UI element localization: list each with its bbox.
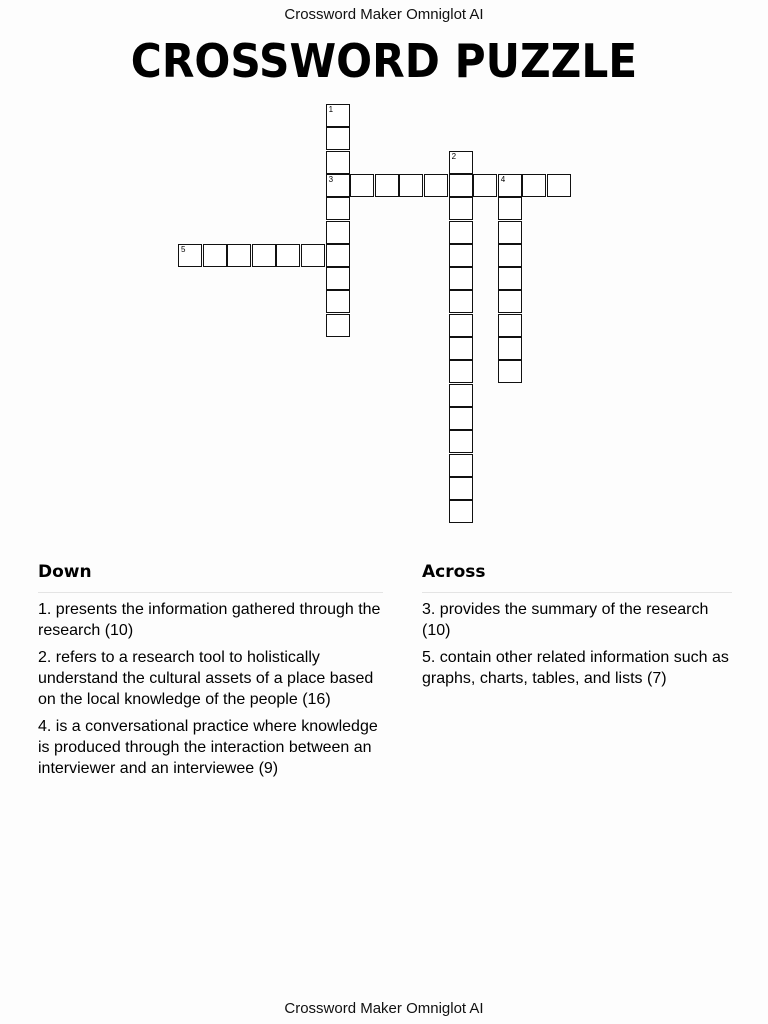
grid-cell[interactable] xyxy=(498,174,522,197)
grid-cell[interactable] xyxy=(203,244,227,267)
down-heading: Down xyxy=(38,562,92,582)
page-title: CROSSWORD PUZZLE xyxy=(130,34,638,88)
divider xyxy=(422,592,732,593)
across-clue-5: 5. contain other related information such as graphs, charts, tables, and lists (7) xyxy=(422,649,729,687)
grid-cell[interactable] xyxy=(326,197,350,220)
grid-cell[interactable] xyxy=(326,314,350,337)
brand-footer: Crossword Maker Omniglot AI xyxy=(284,1000,484,1017)
grid-cell[interactable] xyxy=(326,151,350,174)
grid-cell[interactable] xyxy=(449,197,473,220)
grid-cell[interactable] xyxy=(498,314,522,337)
grid-cell[interactable] xyxy=(178,244,202,267)
across-clues-column xyxy=(422,562,732,695)
grid-cell[interactable] xyxy=(449,314,473,337)
grid-cell[interactable] xyxy=(399,174,423,197)
across-heading: Across xyxy=(422,562,486,582)
grid-cell[interactable] xyxy=(449,407,473,430)
grid-cell[interactable] xyxy=(449,384,473,407)
grid-cell[interactable] xyxy=(326,104,350,127)
grid-cell[interactable] xyxy=(276,244,300,267)
grid-cell[interactable] xyxy=(498,337,522,360)
grid-cell[interactable] xyxy=(498,267,522,290)
grid-cell[interactable] xyxy=(449,267,473,290)
grid-cell[interactable] xyxy=(350,174,374,197)
grid-cell[interactable] xyxy=(326,267,350,290)
grid-cell[interactable] xyxy=(326,174,350,197)
grid-cell[interactable] xyxy=(498,221,522,244)
grid-cell[interactable] xyxy=(498,290,522,313)
grid-cell[interactable] xyxy=(326,244,350,267)
grid-cell[interactable] xyxy=(424,174,448,197)
grid-cell[interactable] xyxy=(449,244,473,267)
grid-cell[interactable] xyxy=(498,360,522,383)
grid-cell[interactable] xyxy=(301,244,325,267)
clue-number: 1 xyxy=(328,105,334,114)
grid-cell[interactable] xyxy=(473,174,497,197)
grid-cell[interactable] xyxy=(375,174,399,197)
grid-cell[interactable] xyxy=(498,244,522,267)
down-clue-1: 1. presents the information gathered through the research (10) xyxy=(38,601,381,639)
grid-cell[interactable] xyxy=(449,337,473,360)
down-clues-column xyxy=(38,562,383,785)
grid-cell[interactable] xyxy=(449,500,473,523)
grid-cell[interactable] xyxy=(449,477,473,500)
clue-number: 2 xyxy=(451,151,457,161)
grid-cell[interactable] xyxy=(449,221,473,244)
grid-cell[interactable] xyxy=(326,221,350,244)
brand-header: Crossword Maker Omniglot AI xyxy=(284,6,484,23)
grid-cell[interactable] xyxy=(252,244,276,267)
grid-cell[interactable] xyxy=(326,290,350,313)
clue-number: 3 xyxy=(328,174,334,184)
clue-number: 4 xyxy=(500,174,506,184)
grid-cell[interactable] xyxy=(449,430,473,453)
grid-cell[interactable] xyxy=(449,174,473,197)
grid-cell[interactable] xyxy=(326,127,350,150)
clue-number: 5 xyxy=(181,244,186,254)
grid-cell[interactable] xyxy=(547,174,571,197)
divider xyxy=(38,592,383,593)
grid-cell[interactable] xyxy=(449,151,473,174)
grid-cell[interactable] xyxy=(522,174,546,197)
grid-cell[interactable] xyxy=(449,290,473,313)
grid-cell[interactable] xyxy=(227,244,251,267)
grid-cell[interactable] xyxy=(449,454,473,477)
across-clue-3: 3. provides the summary of the research (10) xyxy=(422,601,709,639)
down-clue-2: 2. refers to a research tool to holistically understand the cultural assets of a place based on the local knowledge of the people (16) xyxy=(38,649,374,708)
grid-cell[interactable] xyxy=(498,197,522,220)
grid-cell[interactable] xyxy=(449,360,473,383)
down-clue-4: 4. is a conversational practice where knowledge is produced through the interaction between an interviewer and an interviewee (9) xyxy=(38,718,378,777)
